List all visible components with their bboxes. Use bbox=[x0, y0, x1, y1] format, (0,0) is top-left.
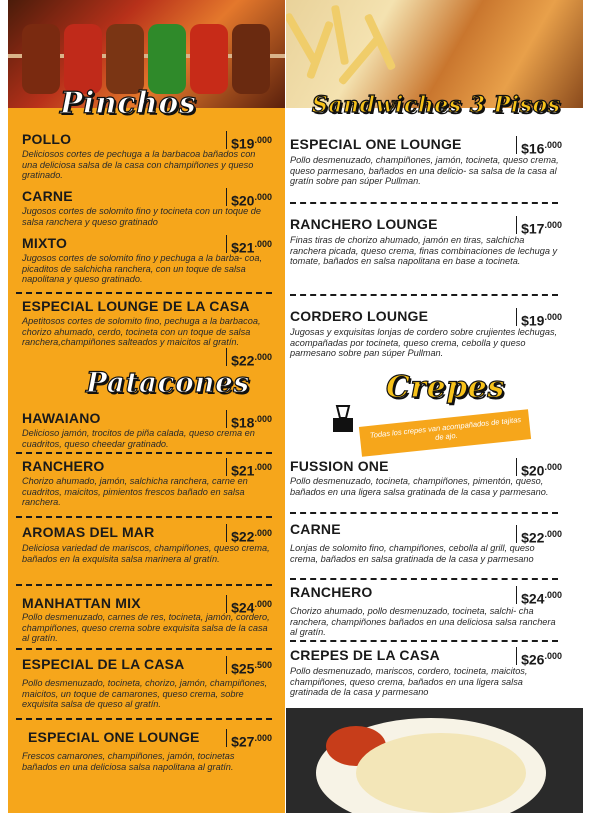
crepe-photo bbox=[286, 708, 583, 813]
menu-item bbox=[290, 584, 562, 639]
patacones-title: Patacones bbox=[86, 366, 250, 399]
item-price: $\$25^{.500}$ bbox=[226, 656, 272, 674]
item-description: Pollo desmenuzado, mariscos, cordero, tocineta, maicitos, champiñones, queso crema, bañados en una ligera salsa gratinada de la casa y parmesano bbox=[290, 666, 528, 697]
right-column bbox=[286, 0, 583, 813]
item-price: $\$19^{.000}$ bbox=[516, 308, 562, 326]
divider bbox=[290, 202, 558, 204]
item-name: POLLO bbox=[22, 131, 72, 147]
crepes-note-banner bbox=[359, 409, 531, 457]
item-description: Deliciosa variedad de mariscos, champiñones, queso crema, bañados en la exquisita salsa marinera al gratín. bbox=[22, 543, 270, 564]
menu-item bbox=[22, 235, 272, 290]
menu-item bbox=[290, 521, 562, 576]
item-price: $\$22^{.000}$ bbox=[516, 525, 562, 543]
item-price: $\$26^{.000}$ bbox=[516, 647, 562, 665]
left-column bbox=[8, 0, 285, 813]
item-name: RANCHERO LOUNGE bbox=[290, 216, 438, 232]
item-price: $\$22^{.000}$ bbox=[226, 524, 272, 542]
crepes-note: Todas los crepes van acompañados de tajitas de ajo. bbox=[369, 415, 522, 443]
menu-item bbox=[22, 458, 272, 513]
item-price: $\$16^{.000}$ bbox=[516, 136, 562, 154]
item-description: Chorizo ahumado, pollo desmenuzado, tocineta, salchi- cha ranchera, champiñones bañados en una deliciosa salsa ranchera al gratín. bbox=[290, 606, 556, 637]
item-price: $\$20^{.000}$ bbox=[516, 458, 562, 476]
item-price: $\$21^{.000}$ bbox=[226, 235, 272, 253]
divider bbox=[290, 578, 558, 580]
pinchos-title: Pinchos bbox=[60, 86, 197, 121]
item-description: Chorizo ahumado, jamón, salchicha ranchera, carne en cuadritos, maicitos, pimientos frescos bañado en salsa ranchera. bbox=[22, 476, 248, 507]
item-name: FUSSION ONE bbox=[290, 458, 389, 474]
item-name: CORDERO LOUNGE bbox=[290, 308, 429, 324]
item-description: Pollo desmenuzado, tocineta, chorizo, jamón, champiñones, maicitos, un toque de camarones, queso crema, sobre exquisita salsa de queso al gratín. bbox=[22, 678, 268, 709]
menu-item bbox=[290, 308, 562, 368]
menu-item bbox=[22, 188, 272, 233]
item-name: CARNE bbox=[22, 188, 73, 204]
item-description: Frescos camarones, champiñones, jamón, tocinetas bañados en una deliciosa salsa napolitana al gratín. bbox=[22, 751, 235, 772]
item-price: $\$18^{.000}$ bbox=[226, 410, 272, 428]
menu-item bbox=[22, 729, 272, 779]
divider bbox=[16, 292, 272, 294]
item-price: $\$20^{.000}$ bbox=[226, 188, 272, 206]
item-price: $\$19^{.000}$ bbox=[226, 131, 272, 149]
menu-item bbox=[22, 524, 272, 579]
item-name: ESPECIAL DE LA CASA bbox=[22, 656, 185, 672]
item-description: Jugosos cortes de solomito fino y tocineta con un toque de salsa ranchera y queso gratinado bbox=[22, 206, 262, 227]
divider bbox=[290, 294, 558, 296]
item-price: $\$21^{.000}$ bbox=[226, 458, 272, 476]
item-name: ESPECIAL LOUNGE DE LA CASA bbox=[22, 298, 250, 314]
menu-item bbox=[22, 595, 272, 650]
item-name: ESPECIAL ONE LOUNGE bbox=[290, 136, 462, 152]
item-name: MIXTO bbox=[22, 235, 68, 251]
item-name: CARNE bbox=[290, 521, 341, 537]
item-description: Delicioso jamón, trocitos de piña calada, queso crema en cuadritos, queso cheedar gratinado. bbox=[22, 428, 255, 449]
sandwiches-title: Sandwiches 3 Pisos bbox=[312, 92, 561, 118]
item-description: Deliciosos cortes de pechuga a la barbacoa bañados con una deliciosa salsa de la casa con champiñones y queso gratinado. bbox=[22, 149, 256, 180]
binder-clip-icon bbox=[330, 404, 356, 434]
menu-item bbox=[22, 298, 272, 370]
divider bbox=[16, 718, 272, 720]
item-name: AROMAS DEL MAR bbox=[22, 524, 155, 540]
menu-item bbox=[22, 131, 272, 181]
item-name: MANHATTAN MIX bbox=[22, 595, 141, 611]
item-name: RANCHERO bbox=[22, 458, 105, 474]
item-description: Jugosas y exquisitas lonjas de cordero sobre crujientes lechugas, acompañadas por tocineta, queso crema, cebolla y queso parmesano sobre pan súper Pullman. bbox=[290, 327, 558, 358]
item-price: $\$27^{.000}$ bbox=[226, 729, 272, 747]
item-description: Pollo desmenuzado, carnes de res, tocineta, jamón, cordero, champiñones, queso crema sobre exquisita salsa de la casa al gratín. bbox=[22, 612, 270, 643]
divider bbox=[16, 584, 272, 586]
item-description: Jugosos cortes de solomito fino y pechuga a la barba- coa, picaditos de salchicha ranchera, con un toque de salsa napolitana y queso gratinado. bbox=[22, 253, 263, 284]
item-price: $\$24^{.000}$ bbox=[226, 595, 272, 613]
divider bbox=[16, 516, 272, 518]
item-description: Lonjas de solomito fino, champiñones, cebolla al grill, queso crema, bañados en salsa gratinada de la casa y parmesano bbox=[290, 543, 535, 564]
divider bbox=[290, 640, 558, 642]
menu-item bbox=[290, 216, 562, 281]
divider bbox=[16, 452, 272, 454]
item-price: $\$22^{.000}$ bbox=[226, 348, 272, 366]
item-price: $\$17^{.000}$ bbox=[516, 216, 562, 234]
item-description: Apetitosos cortes de solomito fino, pechuga a la barbacoa, chorizo ahumado, cerdo, tocineta con un toque de salsa ranchera,champiñones salteados y maicitos al gratín. bbox=[22, 316, 261, 347]
item-price: $\$24^{.000}$ bbox=[516, 586, 562, 604]
menu-item bbox=[290, 647, 562, 702]
item-name: CREPES DE LA CASA bbox=[290, 647, 440, 663]
crepes-title: Crepes bbox=[386, 370, 505, 405]
menu-item bbox=[290, 458, 562, 510]
menu-item bbox=[22, 656, 272, 716]
item-description: Pollo desmenuzado, tocineta, champiñones, pimentón, queso, bañados en una ligera salsa gratinada de la casa y parmesano. bbox=[290, 476, 549, 497]
item-name: ESPECIAL ONE LOUNGE bbox=[28, 729, 200, 745]
menu-item bbox=[22, 410, 272, 452]
menu-item bbox=[290, 136, 562, 196]
divider bbox=[290, 512, 558, 514]
divider bbox=[16, 648, 272, 650]
item-description: Finas tiras de chorizo ahumado, jamón en tiras, salchicha ranchera picada, queso crema, finas combinaciones de lechuga y tomate, bañados en salsa napolitana en base a tocineta. bbox=[290, 235, 558, 266]
item-description: Pollo desmenuzado, champiñones, jamón, tocineta, queso crema, queso parmesano, bañados en una delicio- sa salsa de la casa al gratín sobre pan súper Pullman. bbox=[290, 155, 559, 186]
item-name: HAWAIANO bbox=[22, 410, 101, 426]
item-name: RANCHERO bbox=[290, 584, 373, 600]
